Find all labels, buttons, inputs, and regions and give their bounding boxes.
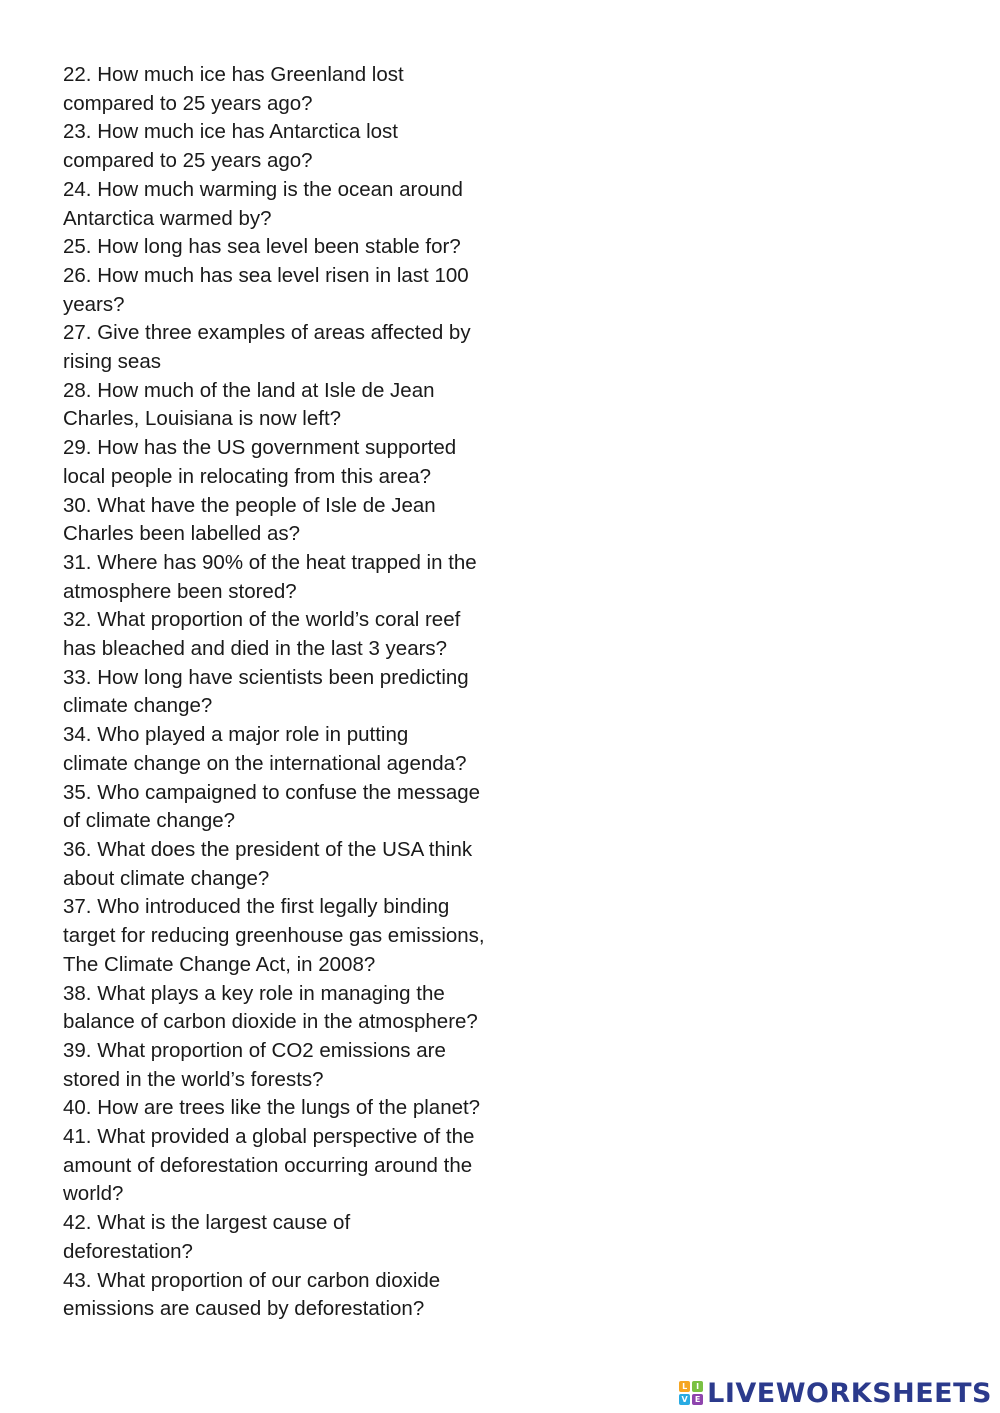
question-line: atmosphere been stored?: [63, 579, 297, 603]
question-item: [63, 492, 513, 549]
question-line: 43. What proportion of our carbon dioxide: [63, 1268, 441, 1292]
question-line: 39. What proportion of CO2 emissions are: [63, 1038, 446, 1062]
question-line: years?: [63, 292, 125, 316]
liveworksheets-logo-icon: [679, 1381, 703, 1405]
question-line: 31. Where has 90% of the heat trapped in the: [63, 550, 477, 574]
question-line: The Climate Change Act, in 2008?: [63, 952, 376, 976]
question-item: [63, 1123, 513, 1209]
question-line: 32. What proportion of the world’s coral reef: [63, 608, 461, 632]
logo-tile: E: [692, 1394, 703, 1405]
question-line: 30. What have the people of Isle de Jean: [63, 493, 436, 517]
question-line: Antarctica warmed by?: [63, 206, 272, 230]
question-item: [63, 549, 513, 606]
logo-tile: L: [679, 1381, 690, 1392]
question-line: of climate change?: [63, 809, 236, 833]
question-item: [63, 893, 513, 979]
question-line: 27. Give three examples of areas affected by: [63, 321, 471, 345]
question-line: 24. How much warming is the ocean around: [63, 177, 463, 201]
question-item: [63, 319, 513, 376]
question-line: compared to 25 years ago?: [63, 91, 313, 115]
question-item: [63, 176, 513, 233]
question-line: deforestation?: [63, 1239, 193, 1263]
question-line: 34. Who played a major role in putting: [63, 723, 409, 747]
question-item: [63, 836, 513, 893]
question-line: 28. How much of the land at Isle de Jean: [63, 378, 435, 402]
question-item: [63, 1267, 513, 1324]
question-line: 26. How much has sea level risen in last 100: [63, 263, 469, 287]
question-line: emissions are caused by deforestation?: [63, 1297, 425, 1321]
question-line: amount of deforestation occurring around the: [63, 1153, 473, 1177]
question-line: 37. Who introduced the first legally binding: [63, 895, 450, 919]
question-line: target for reducing greenhouse gas emissions,: [63, 924, 485, 948]
question-line: 22. How much ice has Greenland lost: [63, 63, 404, 86]
question-item: [63, 980, 513, 1037]
question-item: [63, 262, 513, 319]
question-line: compared to 25 years ago?: [63, 149, 313, 173]
question-item: [63, 118, 513, 175]
question-line: 40. How are trees like the lungs of the planet?: [63, 1096, 481, 1120]
question-line: rising seas: [63, 350, 161, 374]
question-line: 33. How long have scientists been predicting: [63, 665, 469, 689]
question-line: 23. How much ice has Antarctica lost: [63, 120, 398, 144]
question-item: [63, 779, 513, 836]
question-line: 29. How has the US government supported: [63, 436, 457, 460]
question-line: has bleached and died in the last 3 years?: [63, 637, 448, 661]
question-item: [63, 664, 513, 721]
question-item: [63, 1209, 513, 1266]
brand-name: LIVEWORKSHEETS: [707, 1377, 992, 1409]
question-item: [63, 377, 513, 434]
question-line: 35. Who campaigned to confuse the message: [63, 780, 481, 804]
question-line: local people in relocating from this area?: [63, 464, 432, 488]
question-line: world?: [63, 1182, 124, 1206]
question-line: Charles been labelled as?: [63, 522, 301, 546]
question-line: 36. What does the president of the USA think: [63, 837, 473, 861]
question-line: balance of carbon dioxide in the atmosphere?: [63, 1010, 478, 1034]
question-item: [63, 61, 513, 118]
question-line: stored in the world’s forests?: [63, 1067, 324, 1091]
question-item: [63, 721, 513, 778]
liveworksheets-brand: [679, 1375, 992, 1411]
question-line: Charles, Louisiana is now left?: [63, 407, 342, 431]
logo-tile: V: [679, 1394, 690, 1405]
question-line: 42. What is the largest cause of: [63, 1211, 351, 1235]
question-item: [63, 233, 513, 262]
question-item: [63, 434, 513, 491]
question-line: climate change?: [63, 694, 213, 718]
question-list: [63, 61, 513, 1324]
question-line: 41. What provided a global perspective of the: [63, 1125, 475, 1149]
question-item: [63, 1037, 513, 1094]
question-line: about climate change?: [63, 866, 270, 890]
question-line: 25. How long has sea level been stable for?: [63, 235, 461, 259]
question-line: climate change on the international agenda?: [63, 751, 467, 775]
question-item: [63, 606, 513, 663]
question-line: 38. What plays a key role in managing the: [63, 981, 445, 1005]
question-item: [63, 1094, 513, 1123]
logo-tile: I: [692, 1381, 703, 1392]
